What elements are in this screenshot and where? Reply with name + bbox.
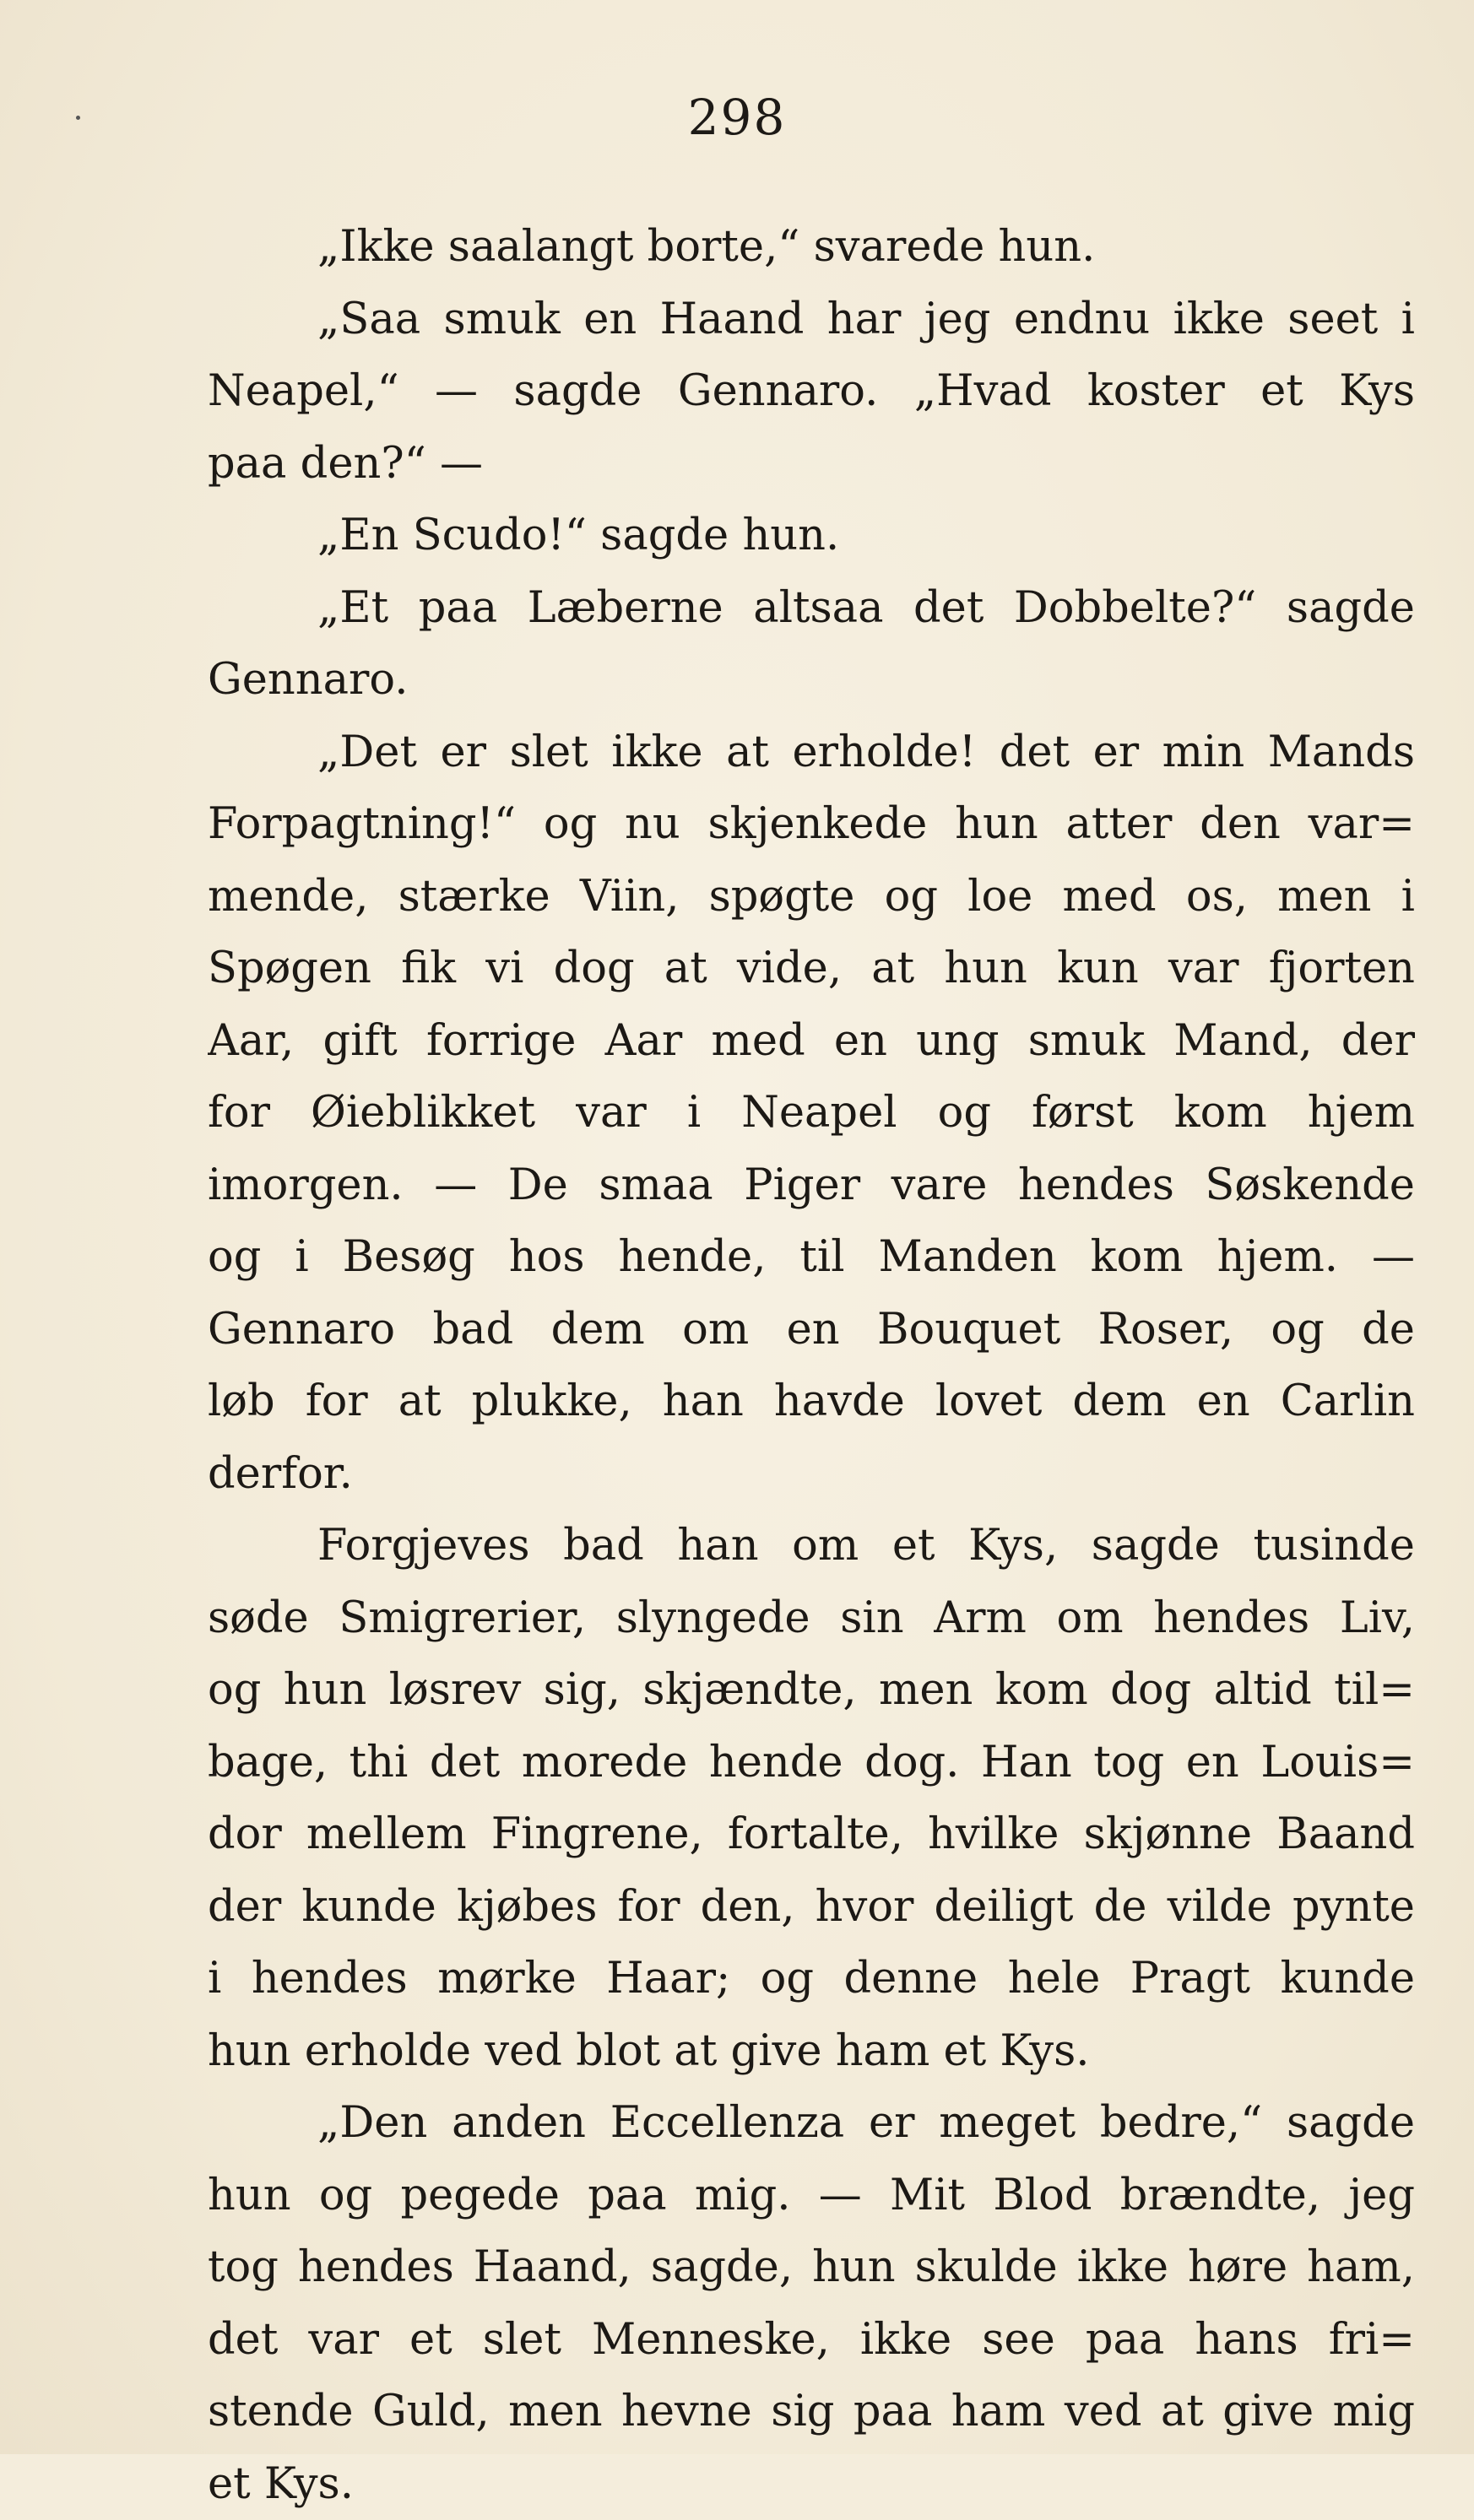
text-line: derfor. [208,1438,1415,1511]
text-line: bage, thi det morede hende dog. Han tog en Louis= [208,1727,1415,1799]
text-line: Forpagtning!“ og nu skjenkede hun atter den var= [208,788,1415,861]
text-line: Neapel,“ — sagde Gennaro. „Hvad koster et Kys [208,355,1415,428]
text-line: for Øieblikket var i Neapel og først kom hjem [208,1077,1415,1149]
text-line: der kunde kjøbes for den, hvor deiligt de vilde pynte [208,1871,1415,1944]
text-line: „En Scudo!“ sagde hun. [208,500,1415,572]
text-line: og hun løsrev sig, skjændte, men kom dog altid til= [208,1654,1415,1727]
text-line: det var et slet Menneske, ikke see paa hans fri= [208,2304,1415,2377]
text-line: stende Guld, men hevne sig paa ham ved at give mig [208,2376,1415,2448]
text-line: dor mellem Fingrene, fortalte, hvilke skjønne Baand [208,1798,1415,1871]
text-line: tog hendes Haand, sagde, hun skulde ikke høre ham, [208,2231,1415,2304]
text-line: Spøgen fik vi dog at vide, at hun kun var fjorten [208,933,1415,1005]
text-line: et Kys. [208,2448,1415,2520]
text-line: søde Smigrerier, slyngede sin Arm om hendes Liv, [208,1582,1415,1655]
text-line: løb for at plukke, han havde lovet dem en Carlin [208,1365,1415,1438]
text-line: „Saa smuk en Haand har jeg endnu ikke seet i [208,284,1415,356]
text-line: „Ikke saalangt borte,“ svarede hun. [208,211,1415,284]
text-line: Gennaro bad dem om en Bouquet Roser, og de [208,1294,1415,1366]
text-line: Gennaro. [208,644,1415,717]
text-line: Forgjeves bad han om et Kys, sagde tusinde [208,1510,1415,1582]
text-line: „Det er slet ikke at erholde! det er min Mands [208,717,1415,789]
body-text [208,211,1415,2520]
text-line: paa den?“ — [208,428,1415,500]
text-line: imorgen. — De smaa Piger vare hendes Søskende [208,1149,1415,1222]
page-number: 298 [0,89,1474,146]
text-line: „Et paa Læberne altsaa det Dobbelte?“ sagde [208,572,1415,645]
text-line: mende, stærke Viin, spøgte og loe med os, men i [208,861,1415,933]
text-line: hun og pegede paa mig. — Mit Blod brændte, jeg [208,2160,1415,2232]
text-line: i hendes mørke Haar; og denne hele Pragt kunde [208,1943,1415,2015]
text-line: hun erholde ved blot at give ham et Kys. [208,2015,1415,2088]
text-line: „Den anden Eccellenza er meget bedre,“ sagde [208,2087,1415,2160]
text-line: og i Besøg hos hende, til Manden kom hjem. — [208,1221,1415,1294]
text-line: Aar, gift forrige Aar med en ung smuk Mand, der [208,1005,1415,1078]
